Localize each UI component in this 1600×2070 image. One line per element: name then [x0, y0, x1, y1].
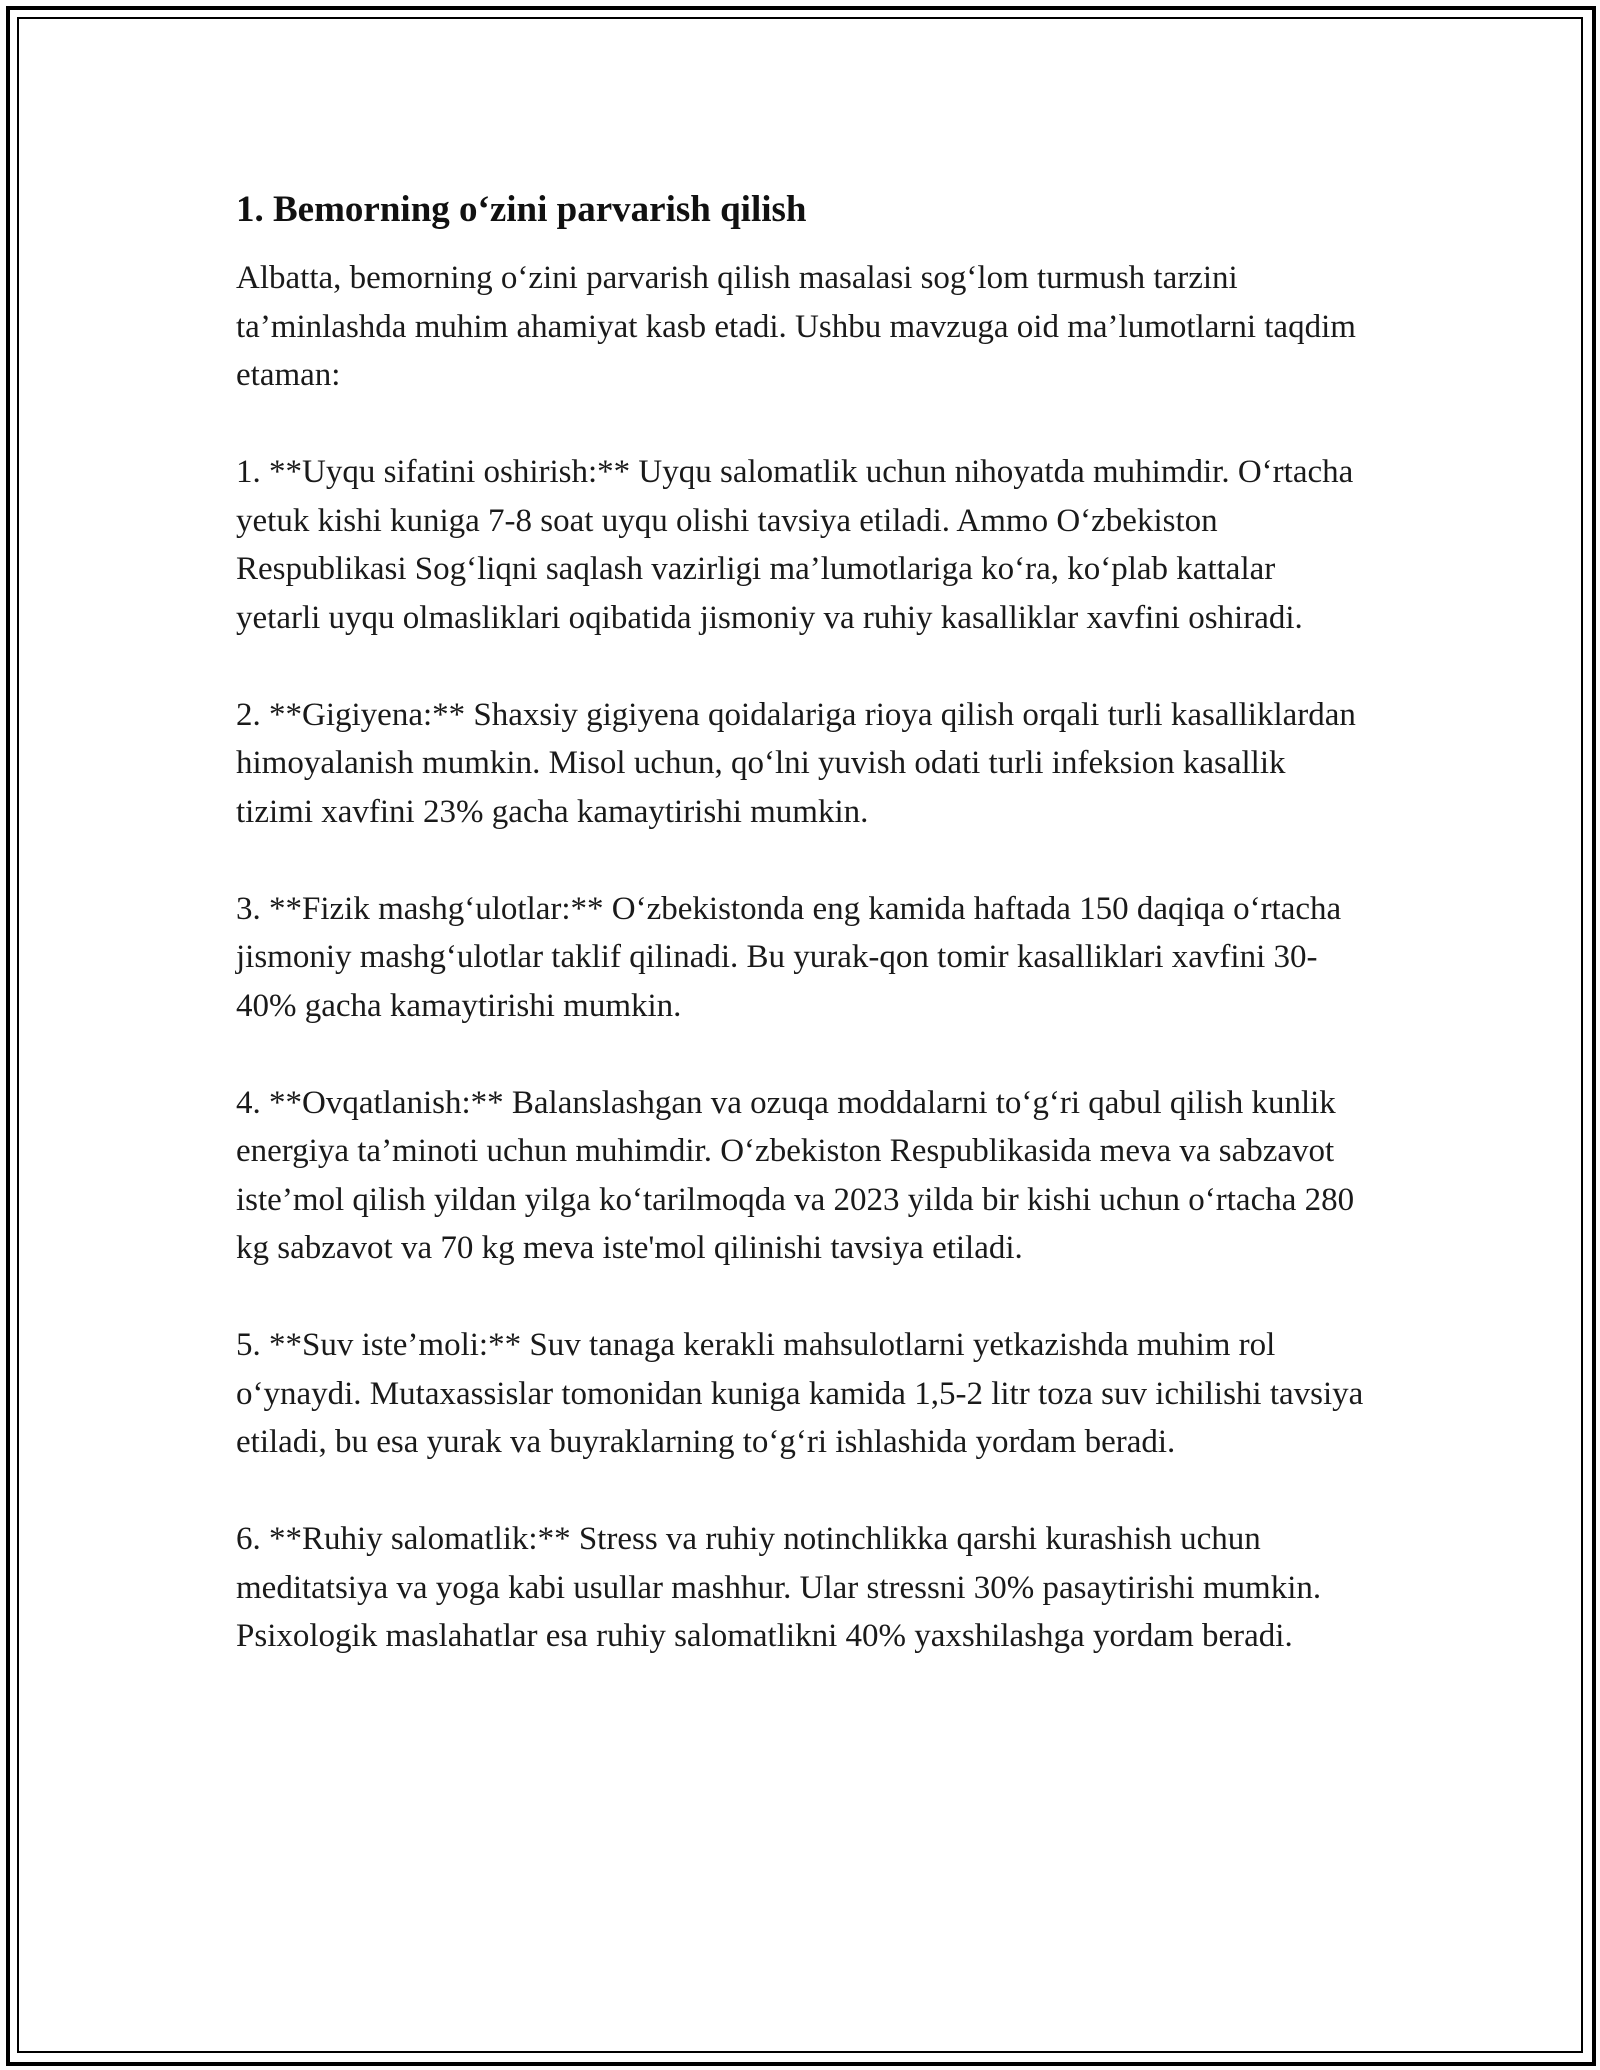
document-title: 1. Bemorning o‘zini parvarish qilish [236, 189, 807, 230]
list-item-water: 5. **Suv iste’moli:** Suv tanaga kerakli mahsulotlarni yetkazishda muhim rol o‘ynaydi. Mutaxassislar tomonidan kuniga kamida 1,5-2 litr toza suv ichilishi tavsiya etiladi, bu esa yurak va buyraklarning to‘g‘ri ishlashida yordam beradi. [236, 1327, 1364, 1460]
list-item-nutrition: 4. **Ovqatlanish:** Balanslashgan va ozuqa moddalarni to‘g‘ri qabul qilish kunlik energiya ta’minoti uchun muhimdir. O‘zbekiston Respublikasida meva va sabzavot iste’mol qilish yildan yilga ko‘tarilmoqda va 2023 yilda bir kishi uchun o‘rtacha 280 kg sabzavot va 70 kg meva iste'mol qilinishi tavsiya etiladi. [236, 1084, 1355, 1266]
intro-paragraph: Albatta, bemorning o‘zini parvarish qilish masalasi sog‘lom turmush tarzini ta’minlashda muhim ahamiyat kasb etadi. Ushbu mavzuga oid ma’lumotlarni taqdim etaman: [236, 260, 1356, 393]
list-item-mental-health: 6. **Ruhiy salomatlik:** Stress va ruhiy notinchlikka qarshi kurashish uchun meditatsiya va yoga kabi usullar mashhur. Ular stressni 30% pasaytirishi mumkin. Psixologik maslahatlar esa ruhiy salomatlikni 40% yaxshilashga yordam beradi. [236, 1521, 1322, 1654]
document-body [236, 186, 1366, 1709]
list-item-exercise: 3. **Fizik mashg‘ulotlar:** O‘zbekistonda eng kamida haftada 150 daqiqa o‘rtacha jismoniy mashg‘ulotlar taklif qilinadi. Bu yurak-qon tomir kasalliklari xavfini 30-40% gacha kamaytirishi mumkin. [236, 890, 1342, 1024]
list-item-hygiene: 2. **Gigiyena:** Shaxsiy gigiyena qoidalariga rioya qilish orqali turli kasalliklardan himoyalanish mumkin. Misol uchun, qo‘lni yuvish odati turli infeksion kasallik tizimi xavfini 23% gacha kamaytirishi mumkin. [236, 696, 1356, 830]
list-item-sleep: 1. **Uyqu sifatini oshirish:** Uyqu salomatlik uchun nihoyatda muhimdir. O‘rtacha yetuk kishi kuniga 7-8 soat uyqu olishi tavsiya etiladi. Ammo O‘zbekiston Respublikasi Sog‘liqni saqlash vazirligi ma’lumotlariga ko‘ra, ko‘plab kattalar yetarli uyqu olmasliklari oqibatida jismoniy va ruhiy kasalliklar xavfini oshiradi. [236, 454, 1354, 636]
